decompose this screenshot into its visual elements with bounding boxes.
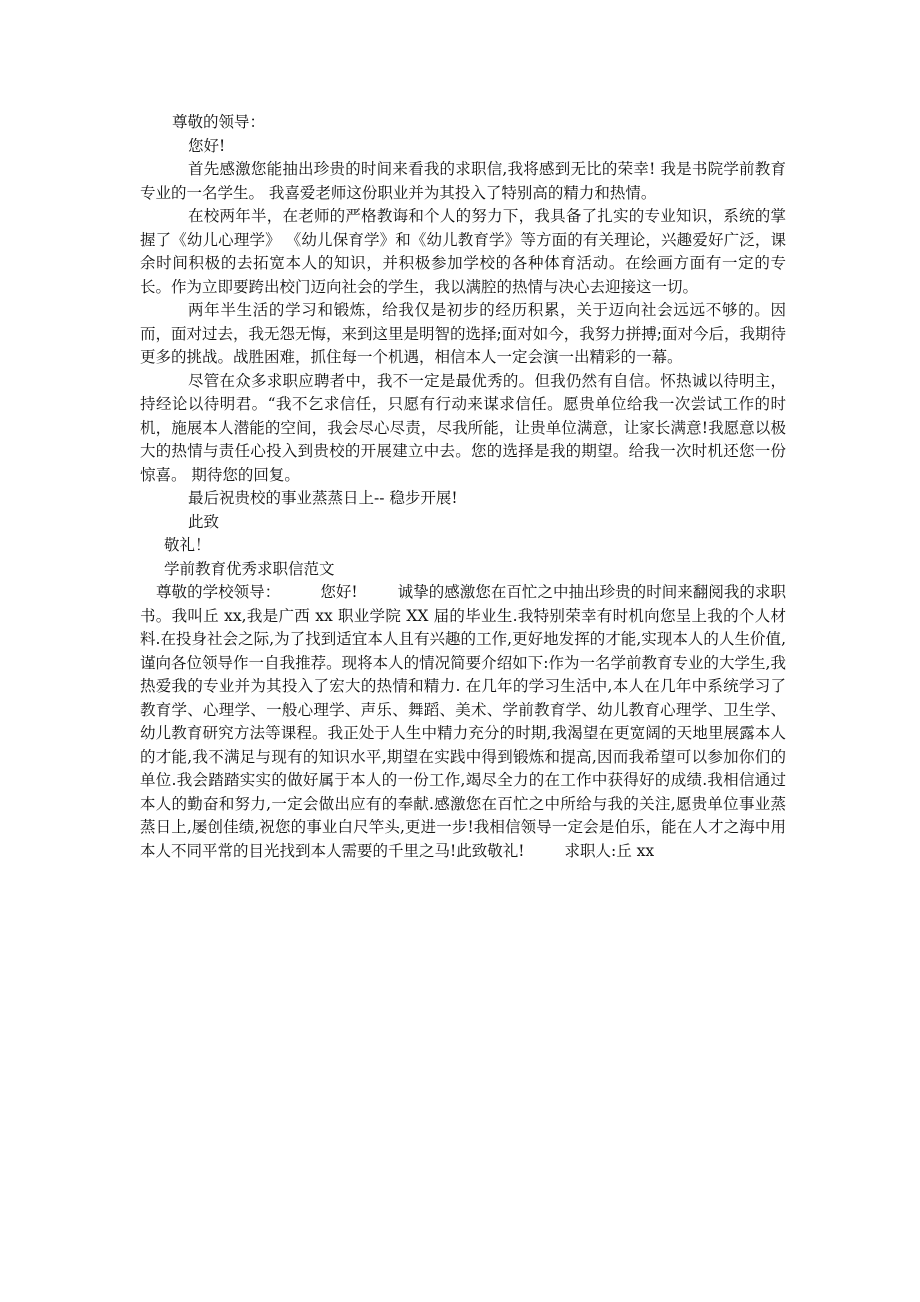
letter1-closing-2: 敬礼！ xyxy=(164,536,211,554)
letter2-salutation: 尊敬的学校领导： xyxy=(156,583,281,601)
letter1-greeting: 您好! xyxy=(188,136,226,155)
letter1-paragraph-5: 最后祝贵校的事业蒸蒸日上-- 稳步开展! xyxy=(188,489,458,507)
document-page xyxy=(140,111,786,863)
letter2-body: 诚挚的感激您在百忙之中抽出珍贵的时间来翻阅我的求职书。我叫丘 xx,我是广西 xx 职业学院 XX 届的毕业生.我特别荣幸有时机向您呈上我的个人材料.在投身社会之际,为了找到适宜本人且有兴趣的工作,更好地发挥的才能,实现本人的人生价值,谨向各位领导作一自我推荐。现将本人的情况简要介绍如下:作为一名学前教育专业的大学生,我热爱我的专业并为其投入了宏大的热情和精力. 在几年的学习生活中,本人在几年中系统学习了教育学、心理学、一般心理学、声乐、舞蹈、美术、学前教育学、幼儿教育心理学、卫生学、幼儿教育研究方法等课程。我正处于人生中精力充分的时期,我渴望在更宽阔的天地里展露本人的才能,我不满足与现有的知识水平,期望在实践中得到锻炼和提高,因而我希望可以参加你们的单位.我会踏踏实实的做好属于本人的一份工作,竭尽全力的在工作中获得好的成绩.我相信通过本人的勤奋和努力,一定会做出应有的奉献.感激您在百忙之中所给与我的关注,愿贵单位事业蒸蒸日上,屡创佳绩,祝您的事业白尺竿头,更进一步!我相信领导一定会是伯乐，能在人才之海中用本人不同平常的目光找到本人需要的千里之马!此致 xyxy=(140,583,786,860)
letter1-paragraph-2: 在校两年半，在老师的严格教诲和个人的努力下，我具备了扎实的专业知识，系统的掌握了《幼儿心理学》 《幼儿保育学》和《幼儿教育学》等方面的有关理论，兴趣爱好广泛，课余时间积极的去拓宽本人的知识，并积极参加学校的各种体育活动。在绘画方面有一定的专长。作为立即要跨出校门迈向社会的学生，我以满腔的热情与决心去迎接这一切。 xyxy=(140,207,786,296)
letter2-greeting: 您好! xyxy=(320,583,358,601)
letter1-paragraph-3: 两年半生活的学习和锻炼，给我仅是初步的经历积累，关于迈向社会远远不够的。因而，面对过去，我无怨无悔，来到这里是明智的选择;面对如今，我努力拼搏;面对今后，我期待更多的挑战。战胜困难，抓住每一个机遇，相信本人一定会演一出精彩的一幕。 xyxy=(140,301,786,366)
letter1-closing-1: 此致 xyxy=(188,512,220,531)
section-title: 学前教育优秀求职信范文 xyxy=(164,559,335,578)
letter2-body-paragraph xyxy=(140,581,786,863)
letter2-signature: 求职人:丘 xx xyxy=(564,841,655,860)
letter1-paragraph-4: 尽管在众多求职应聘者中，我不一定是最优秀的。但我仍然有自信。怀热诚以待明主，持经论以待明君。“我不乞求信任，只愿有行动来谋求信任。愿贵单位给我一次尝试工作的时机，施展本人潜能的空间，我会尽心尽责，尽我所能，让贵单位满意，让家长满意!我愿意以极大的热情与责任心投入到贵校的开展建立中去。您的选择是我的期望。给我一次时机还您一份惊喜。 期待您的回复。 xyxy=(140,371,786,484)
letter1-salutation: 尊敬的领导： xyxy=(172,113,266,131)
letter2-closing: 敬礼! xyxy=(487,841,525,860)
letter1-paragraph-1: 首先感激您能抽出珍贵的时间来看我的求职信,我将感到无比的荣幸! 我是书院学前教育专业的一名学生。 我喜爱老师这份职业并为其投入了特别高的精力和热情。 xyxy=(140,160,786,202)
